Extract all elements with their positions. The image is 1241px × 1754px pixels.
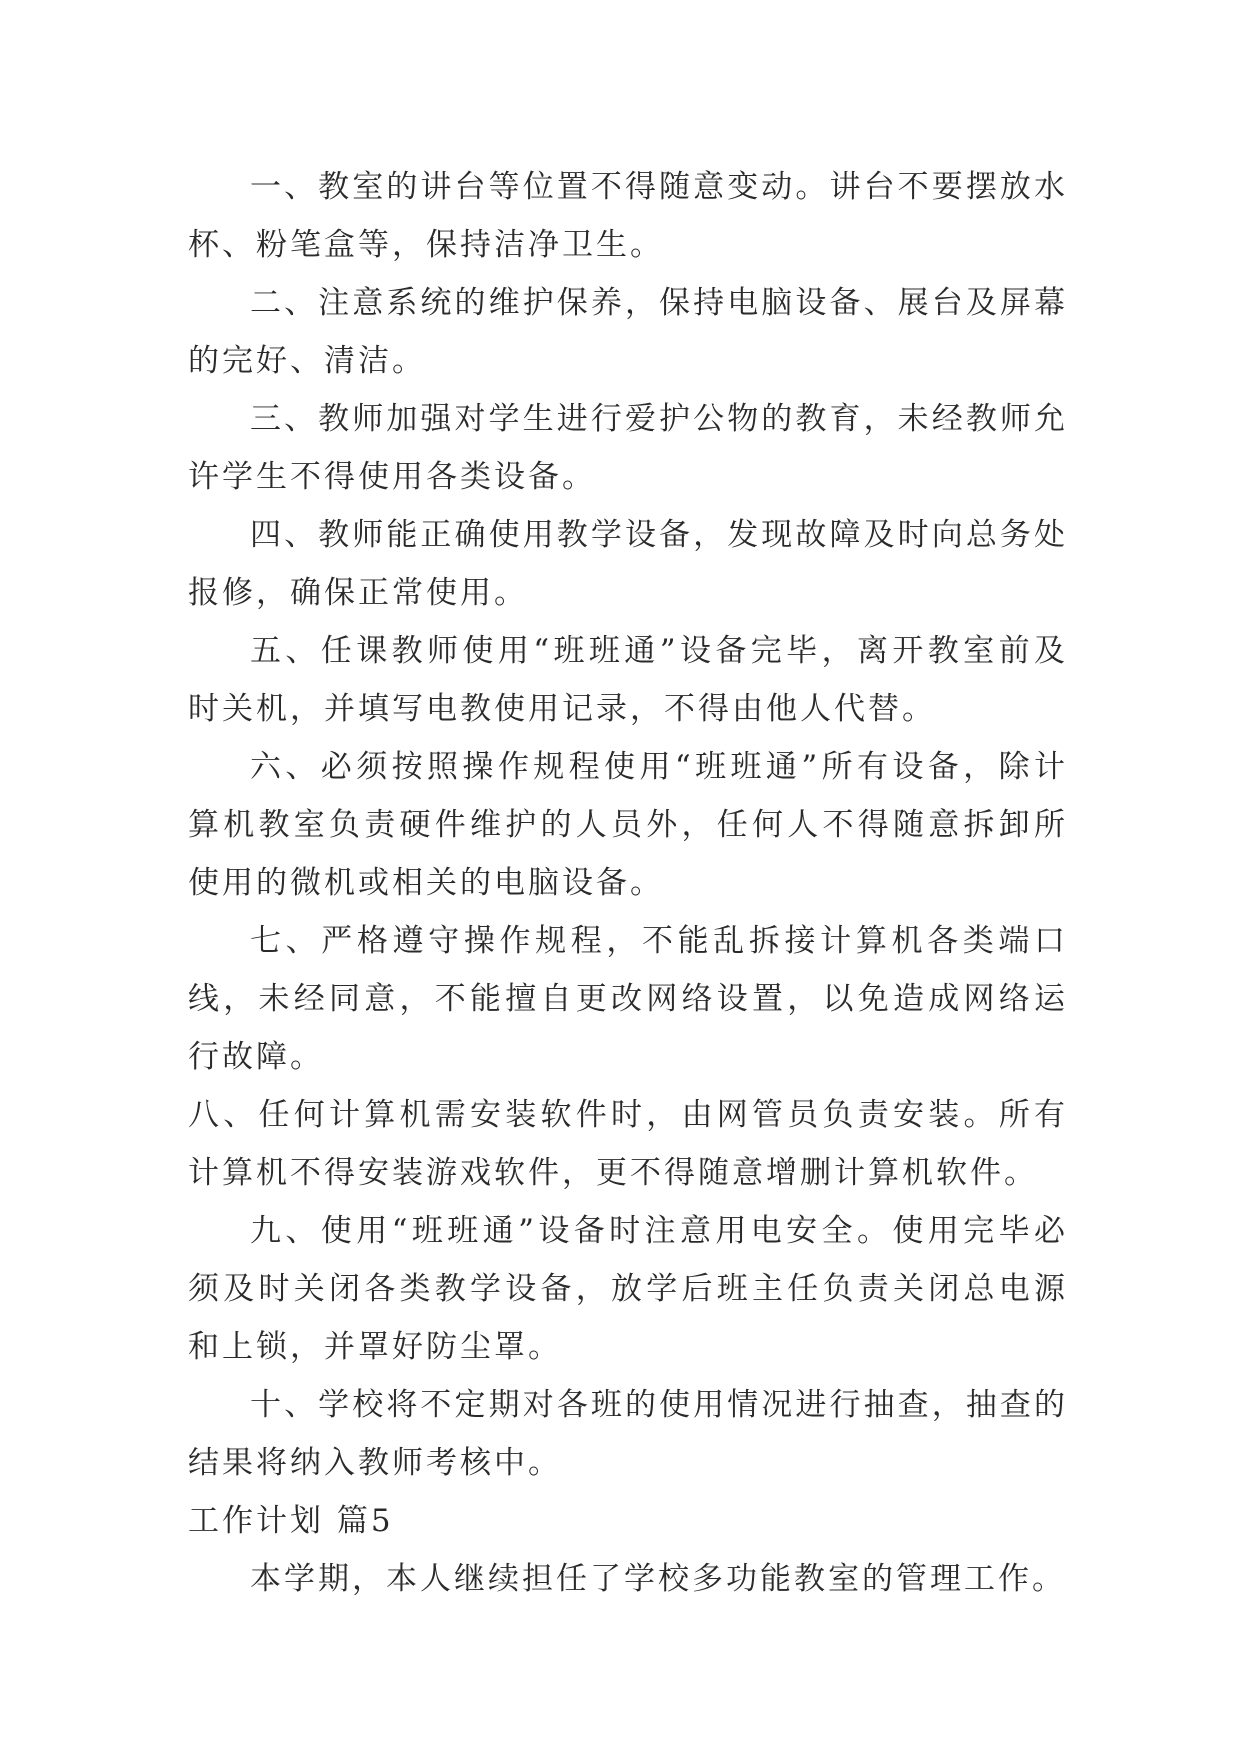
paragraph-6: 六、必须按照操作规程使用“班班通”所有设备，除计算机教室负责硬件维护的人员外，任何人不得随意拆卸所使用的微机或相关的电脑设备。 xyxy=(188,749,1068,901)
paragraph-4: 四、教师能正确使用教学设备，发现故障及时向总务处报修，确保正常使用。 xyxy=(188,517,1068,611)
closing-paragraph: 本学期，本人继续担任了学校多功能教室的管理工作。 xyxy=(250,1561,1066,1597)
section-heading-number: 篇5 xyxy=(336,1503,394,1539)
paragraph-9: 九、使用“班班通”设备时注意用电安全。使用完毕必须及时关闭各类教学设备，放学后班主任负责关闭总电源和上锁，并罩好防尘罩。 xyxy=(188,1213,1068,1365)
paragraph-5: 五、任课教师使用“班班通”设备完毕，离开教室前及时关机，并填写电教使用记录，不得由他人代替。 xyxy=(188,633,1068,727)
paragraph-1: 一、教室的讲台等位置不得随意变动。讲台不要摆放水杯、粉笔盒等，保持洁净卫生。 xyxy=(188,169,1068,263)
paragraph-3: 三、教师加强对学生进行爱护公物的教育，未经教师允许学生不得使用各类设备。 xyxy=(188,401,1068,495)
document-body xyxy=(188,158,1068,1608)
paragraph-10: 十、学校将不定期对各班的使用情况进行抽查，抽查的结果将纳入教师考核中。 xyxy=(188,1387,1068,1481)
section-heading-label: 工作计划 xyxy=(188,1503,324,1539)
section-heading xyxy=(188,1492,1068,1550)
paragraph-7: 七、严格遵守操作规程，不能乱拆接计算机各类端口线，未经同意，不能擅自更改网络设置，以免造成网络运行故障。 xyxy=(188,923,1068,1075)
paragraph-8: 八、任何计算机需安装软件时，由网管员负责安装。所有计算机不得安装游戏软件，更不得随意增删计算机软件。 xyxy=(188,1097,1068,1191)
paragraph-2: 二、注意系统的维护保养，保持电脑设备、展台及屏幕的完好、清洁。 xyxy=(188,285,1068,379)
